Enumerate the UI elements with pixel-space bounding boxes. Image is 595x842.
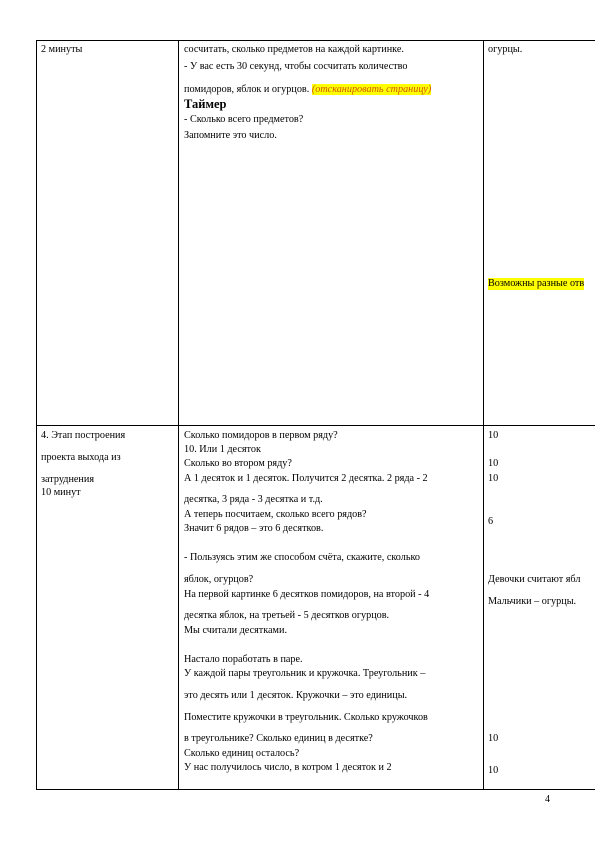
column-border-1 — [178, 40, 179, 790]
row2-col2-line: У каждой пары треугольник и кружочка. Треугольник – — [184, 668, 426, 679]
row1-col2-line: сосчитать, сколько предметов на каждой картинке. — [184, 44, 404, 55]
row2-col3-line: Девочки считают ябл — [488, 574, 581, 585]
scan-page-note: (отсканировать страницу) — [311, 84, 432, 95]
row2-col1-line: проекта выхода из — [41, 452, 121, 463]
column-border-left — [36, 40, 37, 790]
row2-col3-line: 10 — [488, 458, 499, 469]
row1-col3-line: огурцы. — [488, 44, 523, 55]
row1-col2-line: Запомните это число. — [184, 130, 277, 141]
row2-col1-line: затруднения — [41, 474, 95, 485]
row2-col2-line: Настало поработать в паре. — [184, 654, 303, 665]
row2-col2-line: Поместите кружочки в треугольник. Сколько кружочков — [184, 712, 428, 723]
row2-col2-line: На первой картинке 6 десятков помидоров, на второй - 4 — [184, 589, 430, 600]
row2-col2-line: - Пользуясь этим же способом счёта, скажите, сколько — [184, 552, 421, 563]
row2-col2-line: Сколько во втором ряду? — [184, 458, 292, 469]
row2-col3-line: 10 — [488, 473, 499, 484]
row-divider — [36, 425, 595, 426]
row2-col2-line: Мы считали десятками. — [184, 625, 287, 636]
possible-answers-highlight: Возможны разные отв — [488, 278, 585, 289]
page-number: 4 — [545, 794, 550, 805]
row1-col2-line: - Сколько всего предметов? — [184, 114, 304, 125]
table-bottom-border — [36, 789, 595, 790]
row2-col2-line: Сколько единиц осталось? — [184, 748, 300, 759]
row2-col2-line: десятка, 3 ряда - 3 десятка и т.д. — [184, 494, 323, 505]
row2-col2-line: яблок, огурцов? — [184, 574, 254, 585]
row2-col3-line: 10 — [488, 765, 499, 776]
row1-col2-text: помидоров, яблок и огурцов. — [184, 84, 310, 95]
table-top-border — [36, 40, 595, 41]
row2-col1-line: 10 минут — [41, 487, 81, 498]
row2-col2-line: У нас получилось число, в котром 1 десяток и 2 — [184, 762, 392, 773]
row2-col3-line: Мальчики – огурцы. — [488, 596, 577, 607]
row2-col2-line: это десять или 1 десяток. Кружочки – это единицы. — [184, 690, 408, 701]
column-border-2 — [483, 40, 484, 790]
row2-col2-line: Сколько помидоров в первом ряду? — [184, 430, 338, 441]
row2-col3-line: 6 — [488, 516, 494, 527]
timer-heading: Таймер — [184, 97, 227, 111]
row2-col2-line: в треугольнике? Сколько единиц в десятке? — [184, 733, 373, 744]
row2-col3-line: 10 — [488, 733, 499, 744]
row2-col3-line: 10 — [488, 430, 499, 441]
row1-col2-line — [184, 84, 431, 96]
row1-col2-line: - У вас есть 30 секунд, чтобы сосчитать количество — [184, 61, 408, 72]
row2-col2-line: А теперь посчитаем, сколько всего рядов? — [184, 509, 367, 520]
row2-col2-line: А 1 десяток и 1 десяток. Получится 2 десятка. 2 ряда - 2 — [184, 473, 428, 484]
row2-col2-line: Значит 6 рядов – это 6 десятков. — [184, 523, 324, 534]
row1-col1-line: 2 минуты — [41, 44, 83, 55]
row2-col2-line: десятка яблок, на третьей - 5 десятков огурцов. — [184, 610, 390, 621]
row2-col2-line: 10. Или 1 десяток — [184, 444, 261, 455]
row2-col1-line: 4. Этап построения — [41, 430, 126, 441]
